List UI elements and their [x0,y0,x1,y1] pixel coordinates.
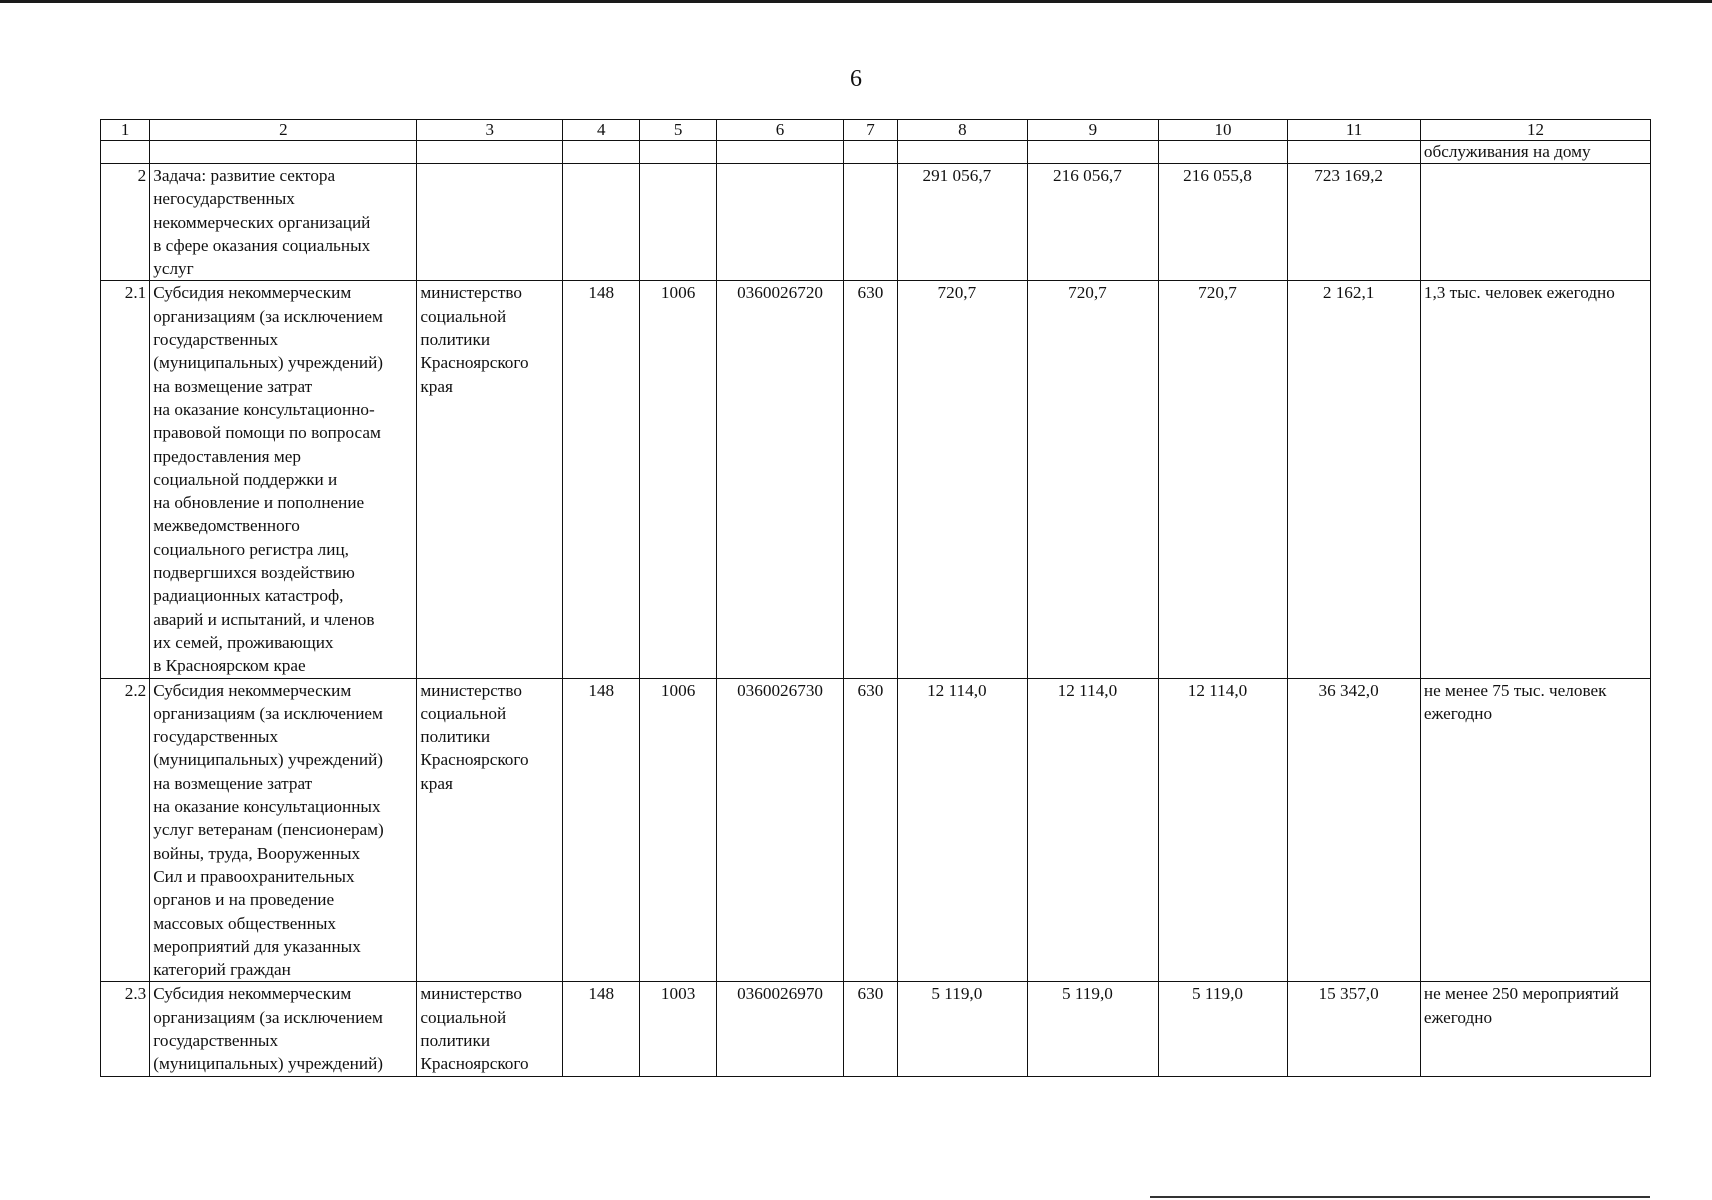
row-rzpr [640,164,716,281]
column-number: 6 [716,120,844,141]
row-amount-year3: 720,7 [1158,281,1288,678]
column-number: 8 [897,120,1028,141]
row-vr: 630 [844,982,897,1076]
row-amount-year2: 216 056,7 [1028,164,1159,281]
column-number: 1 [101,120,150,141]
row-csr [716,164,844,281]
row-amount-year2: 12 114,0 [1028,678,1159,982]
row-rzpr: 1006 [640,281,716,678]
column-number: 3 [417,120,563,141]
row-csr: 0360026730 [716,678,844,982]
row-amount-total: 36 342,0 [1288,678,1421,982]
row-csr: 0360026720 [716,281,844,678]
row-result [1420,164,1650,281]
row-amount-year2: 720,7 [1028,281,1159,678]
column-number: 4 [563,120,640,141]
column-number: 7 [844,120,897,141]
row-result: 1,3 тыс. человек ежегодно [1420,281,1650,678]
continuation-row [101,141,1651,164]
column-number: 12 [1420,120,1650,141]
page-number: 6 [850,66,862,92]
row-grbs: 148 [563,982,640,1076]
column-number-row [101,120,1651,141]
row-amount-total: 2 162,1 [1288,281,1421,678]
row-description: Субсидия некоммерческим организациям (за исключением государственных (муниципальных) учреждений) [150,982,417,1076]
row-vr: 630 [844,678,897,982]
row-index: 2.2 [101,678,150,982]
row-grbs: 148 [563,281,640,678]
row-amount-year3: 12 114,0 [1158,678,1288,982]
row-csr: 0360026970 [716,982,844,1076]
row-rzpr: 1006 [640,678,716,982]
row-amount-year1: 720,7 [897,281,1028,678]
program-activities-table [100,119,1651,1077]
column-number: 11 [1288,120,1421,141]
row-executor: министерство социальной политики Красноярского края [417,281,563,678]
row-amount-total: 723 169,2 [1288,164,1421,281]
row-executor: министерство социальной политики Красноярского [417,982,563,1076]
table-row [101,678,1651,982]
row-grbs [563,164,640,281]
row-executor: министерство социальной политики Красноярского края [417,678,563,982]
row-grbs: 148 [563,678,640,982]
row-amount-year2: 5 119,0 [1028,982,1159,1076]
row-result: не менее 75 тыс. человек ежегодно [1420,678,1650,982]
row-index: 2.1 [101,281,150,678]
row-description: Субсидия некоммерческим организациям (за исключением государственных (муниципальных) учреждений) на возмещение затрат на оказание консультационных услуг ветеранам (пенсионерам) войны, труда, Вооруженных Сил и правоохранительных органов и на проведение массовых общественных мероприятий для указанных категорий граждан [150,678,417,982]
row-amount-year1: 5 119,0 [897,982,1028,1076]
column-number: 10 [1158,120,1288,141]
column-number: 2 [150,120,417,141]
bottom-scan-line [1150,1196,1650,1198]
continuation-text: обслуживания на дому [1420,141,1650,164]
row-executor [417,164,563,281]
row-vr: 630 [844,281,897,678]
top-scan-edge [0,0,1712,3]
row-description: Задача: развитие сектора негосударственных некоммерческих организаций в сфере оказания социальных услуг [150,164,417,281]
row-amount-year1: 291 056,7 [897,164,1028,281]
row-result: не менее 250 мероприятий ежегодно [1420,982,1650,1076]
row-amount-total: 15 357,0 [1288,982,1421,1076]
row-index: 2.3 [101,982,150,1076]
row-description: Субсидия некоммерческим организациям (за исключением государственных (муниципальных) учреждений) на возмещение затрат на оказание консультационно- правовой помощи по вопросам предоставления мер социальной поддержки и на обновление и пополнение межведомственного социального регистра лиц, подвергшихся воздействию радиационных катастроф, аварий и испытаний, и членов их семей, проживающих в Красноярском крае [150,281,417,678]
column-number: 5 [640,120,716,141]
row-amount-year3: 216 055,8 [1158,164,1288,281]
row-index: 2 [101,164,150,281]
table-row [101,982,1651,1076]
table-row [101,281,1651,678]
row-vr [844,164,897,281]
table-row [101,164,1651,281]
row-amount-year1: 12 114,0 [897,678,1028,982]
column-number: 9 [1028,120,1159,141]
row-rzpr: 1003 [640,982,716,1076]
row-amount-year3: 5 119,0 [1158,982,1288,1076]
